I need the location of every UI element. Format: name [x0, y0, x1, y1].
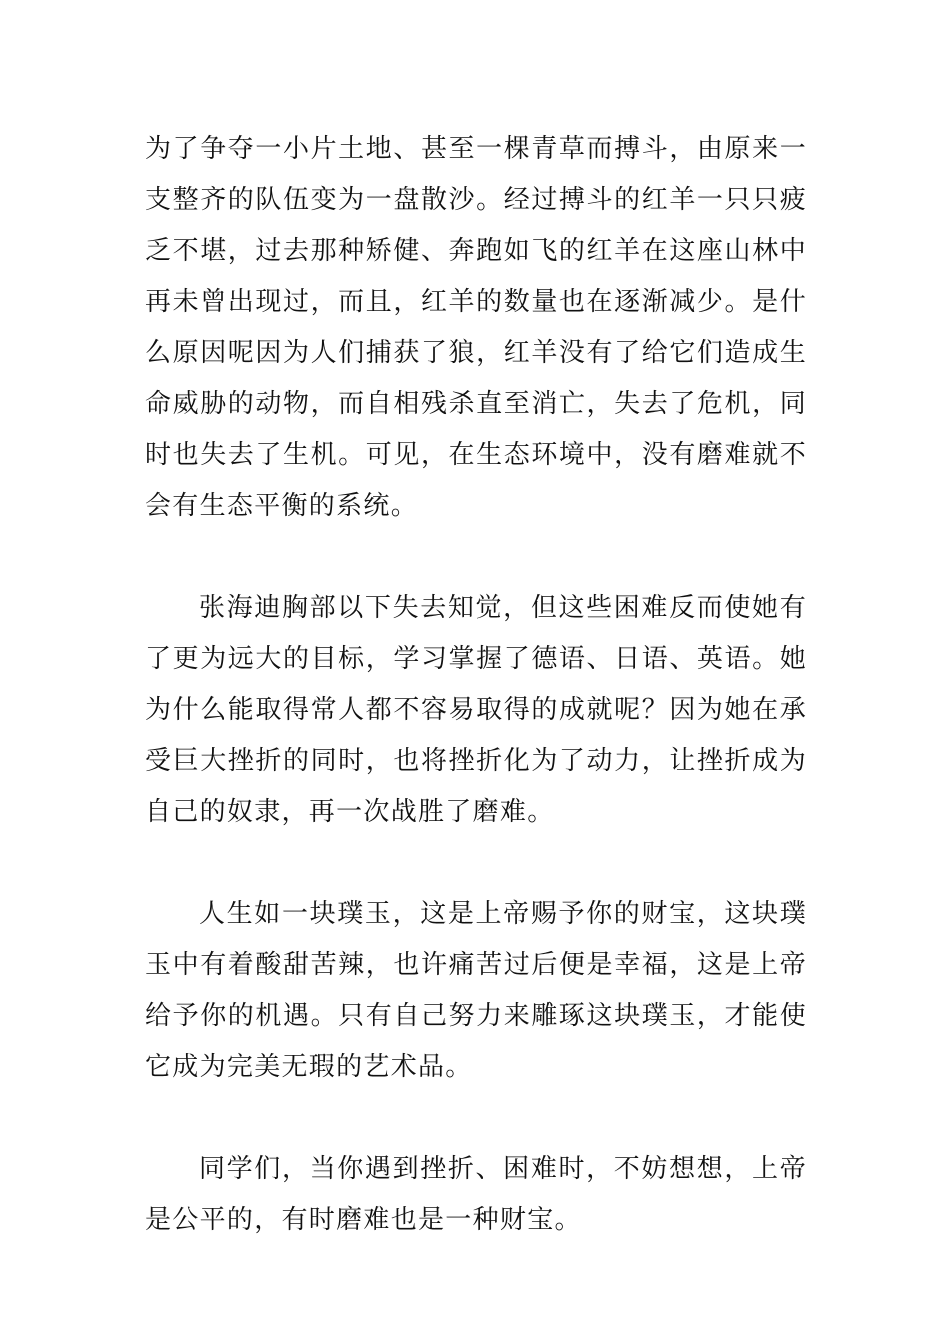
document-body: [145, 124, 807, 1246]
paragraph-spacer: [145, 1093, 807, 1144]
paragraph-red-sheep: 为了争夺一小片土地、甚至一棵青草而搏斗，由原来一支整齐的队伍变为一盘散沙。经过搏斗的红羊一只只疲乏不堪，过去那种矫健、奔跑如飞的红羊在这座山林中再未曾出现过，而且，红羊的数量也在逐渐减少。是什么原因呢因为人们捕获了狼，红羊没有了给它们造成生命威胁的动物，而自相残杀直至消亡，失去了危机，同时也失去了生机。可见，在生态环境中，没有磨难就不会有生态平衡的系统。: [145, 134, 807, 521]
paragraph-jade: 人生如一块璞玉，这是上帝赐予你的财宝，这块璞玉中有着酸甜苦辣，也许痛苦过后便是幸福，这是上帝给予你的机遇。只有自己努力来雕琢这块璞玉，才能使它成为完美无瑕的艺术品。: [145, 899, 807, 1082]
paragraph-spacer: [145, 532, 807, 583]
paragraph-spacer: [145, 838, 807, 889]
paragraph-zhang-haidi: 张海迪胸部以下失去知觉，但这些困难反而使她有了更为远大的目标，学习掌握了德语、日语、英语。她为什么能取得常人都不容易取得的成就呢？因为她在承受巨大挫折的同时，也将挫折化为了动力，让挫折成为自己的奴隶，再一次战胜了磨难。: [145, 593, 807, 827]
paragraph-conclusion: 同学们，当你遇到挫折、困难时，不妨想想，上帝是公平的，有时磨难也是一种财宝。: [145, 1154, 807, 1235]
